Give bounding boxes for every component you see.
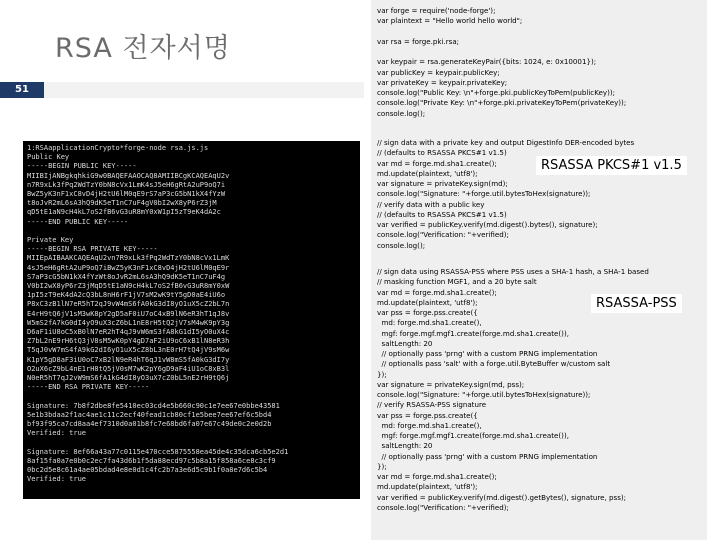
callout-pkcs: RSASSA PKCS#1 v1.5 — [536, 156, 687, 175]
page-number: 51 — [0, 82, 44, 98]
console-output: 1:RSAapplicationCrypto*forge-node rsa.js.js Public Key -----BEGIN PUBLIC KEY----- MIIBIjANBgkqhkiG9w0BAQEFAAOCAQ8AMIIBCgKCAQEAqU2v n7R9xLk3fPq2WdTzY0bN8cVx1LmK4sJ5eH6gRtA2uP9oQ7i BwZ5yK3nF1xC8vD4jH2tU6lM0qE9rS7aP3cG5bN1kX4fYzW t8oJvR2mL6sA3hQ9dK5eT1nC7uF4gV0bI2wX8yP6rZ3jM qD5tE1aN9cH4kL7oS2fB6vG3uR8mY0xW1pI5zT9eK4dA2c -----END PUBLIC KEY----- Private Key -----BEGIN RSA PRIVATE KEY----- MIIEpAIBAAKCAQEAqU2vn7R9xLk3fPq2WdTzY0bN8cVx1LmK 4sJ5eH6gRtA2uP9oQ7iBwZ5yK3nF1xC8vD4jH2tU6lM0qE9r S7aP3cG5bN1kX4fYzWt8oJvR2mL6sA3hQ9dK5eT1nC7uF4g V0bI2wX8yP6rZ3jMqD5tE1aN9cH4kL7oS2fB6vG3uR8mY0xW 1pI5zT9eK4dA2cQ3bL8nH6rF1jV7sM2wK9tY5gD0aE4iU6o P8xC3zB1lN7eR5hT2qJ9vW4mS6fA0kG3dI8yO1uX5cZ2bL7n E4rH9tQ6jV1sM3wK8pY2gD5aF0iU7oC4xB9lN6eR3hT1qJ8v W5mS2fA7kG0dI4yO9uX3cZ6bL1nE8rH5tQ2jV7sM4wK9pY3g D6aF1iU8oC5xB0lN7eR2hT4qJ9vW6mS3fA8kG1dI5yO0uX4c Z7bL2nE9rH6tQ3jV8sM5wK0pY4gD7aF2iU9oC6xB1lN8eR3h T5qJ0vW7mS4fA9kG2dI6yO1uX5cZ8bL3nE0rH7tQ4jV9sM6w K1pY5gD8aF3iU0oC7xB2lN9eR4hT6qJ1vW8mS5fA0kG3dI7y O2uX6cZ9bL4nE1rH8tQ5jV0sM7wK2pY6gD9aF4iU1oC8xB3l N0eR5hT7qJ2vW9mS6fA1kG4dI8yO3uX7cZ0bL5nE2rH9tQ6j -----END RSA PRIVATE KEY----- Signature: 7b8f2dbe8fe5410ec03cd4e5b660c90c1e7ee67e0bbe43581 5e1b3bdaa2f1ac4ae1c11c2ecf40fead1cb80cf1e5bee7ee67ef6c5bd4 bf93f95ca7cd8aa4ef7310d0a01b8fc7e68bd6fa07e67c49de0c2e0d2b Verified: true Signature: 8ef66a43a77c0115e470cce5875558ea45de4c35dca6cb5e2d1 8af15fa0a7e0b0c2ec7fa43d6b1f5da88ecd97c5b8a15f858a6ce8c3cf9 0bc2d5e8c61a4ae05bdad4e8e0d1c4fc2b7a3e6d5c9b1f0a8e7d6c5b4 Verified: true — [27, 144, 289, 484]
code-block-keygen: var forge = require('node-forge'); var plaintext = "Hello world hello world"; var rsa = forge.pki.rsa; var keypair = rsa.generateKeyPair({bits: 1024, e: 0x10001}); var publicKey = keypair.publicKey; var privateKey = keypair.privateKey; console.log("Public Key: \n"+forge.pki.publicKeyToPem(publicKey)); console.log("Private Key: \n"+forge.pki.privateKeyToPem(privateKey)); console.log(); — [377, 6, 627, 118]
code-block-pkcs-sign: // sign data with a private key and output DigestInfo DER-encoded bytes // (defaults to RSASSA PKCS#1 v1.5) var md = forge.md.sha1.create(); md.update(plaintext, 'utf8'); var signature = privateKey.sign(md); console.log("Signature: "+forge.util.bytesToHex(signature)); // verify data with a public key // (defaults to RSASSA PKCS#1 v1.5) var verified = publicKey.verify(md.digest().bytes(), signature); console.log("Verification: "+verified); console.log(); — [377, 138, 635, 250]
code-block-pss-sign: // sign data using RSASSA-PSS where PSS uses a SHA-1 hash, a SHA-1 based // masking function MGF1, and a 20 byte salt var md = forge.md.sha1.create(); md.update(plaintext, 'utf8'); var pss = forge.pss.create({ md: forge.md.sha1.create(), mgf: forge.mgf.mgf1.create(forge.md.sha1.create()), saltLength: 20 // optionally pass 'prng' with a custom PRNG implementation // optionalls pass 'salt' with a forge.util.ByteBuffer w/custom salt }); var signature = privateKey.sign(md, pss); console.log("Signature: "+forge.util.bytesToHex(signature)); // verify RSASSA-PSS signature var pss = forge.pss.create({ md: forge.md.sha1.create(), mgf: forge.mgf.mgf1.create(forge.md.sha1.create()), saltLength: 20 // optionally pass 'prng' with a custom PRNG implementation }); var md = forge.md.sha1.create(); md.update(plaintext, 'utf8'); var verified = publicKey.verify(md.digest().getBytes(), signature, pss); console.log("Verification: "+verified); — [377, 267, 649, 512]
code-panel — [371, 0, 707, 540]
console-window — [23, 141, 360, 499]
callout-pss: RSASSA-PSS — [591, 294, 682, 313]
slide-title: RSA 전자서명 — [55, 33, 231, 64]
header-bar — [0, 82, 364, 98]
